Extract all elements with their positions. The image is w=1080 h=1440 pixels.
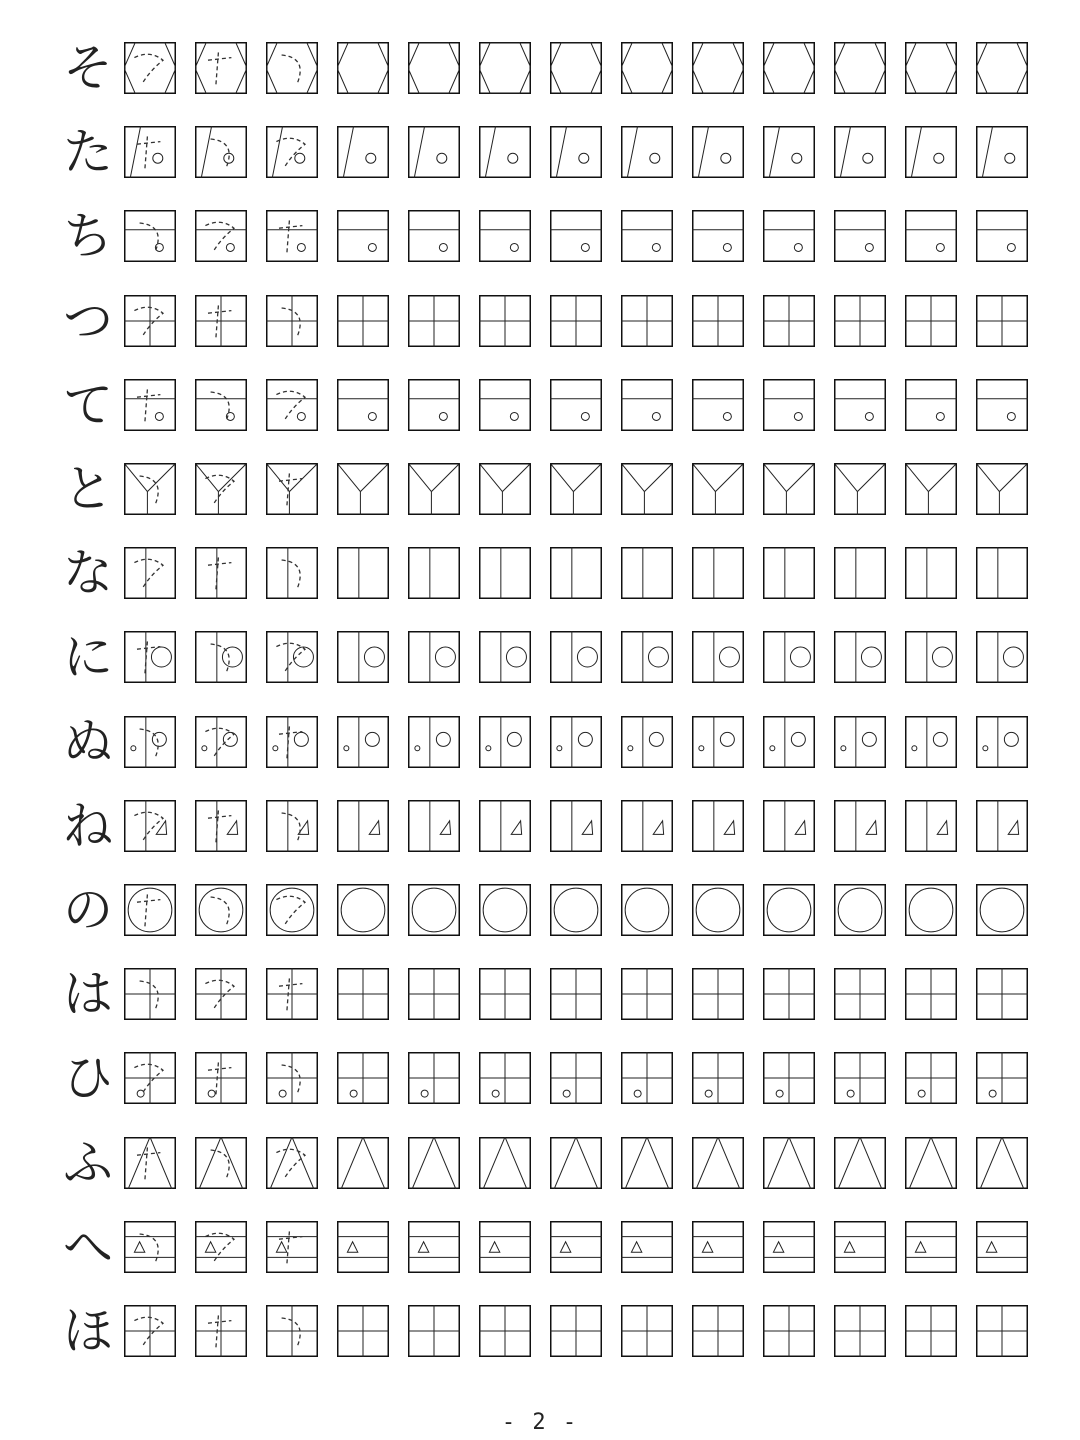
practice-row xyxy=(58,375,1038,435)
practice-box xyxy=(905,631,957,683)
practice-box xyxy=(976,716,1028,768)
trace-box xyxy=(266,631,318,683)
row-kana-label: と xyxy=(63,460,113,518)
practice-box xyxy=(479,126,531,178)
practice-box xyxy=(550,295,602,347)
practice-box xyxy=(692,884,744,936)
trace-box xyxy=(266,716,318,768)
practice-box xyxy=(337,210,389,262)
trace-box xyxy=(195,1305,247,1357)
practice-box xyxy=(621,295,673,347)
practice-box xyxy=(550,42,602,94)
practice-box xyxy=(408,800,460,852)
practice-box xyxy=(834,210,886,262)
trace-box xyxy=(124,800,176,852)
practice-box xyxy=(550,716,602,768)
practice-box xyxy=(479,379,531,431)
practice-box xyxy=(763,547,815,599)
practice-box xyxy=(621,631,673,683)
practice-box xyxy=(763,968,815,1020)
practice-box xyxy=(834,631,886,683)
trace-box xyxy=(124,295,176,347)
trace-box xyxy=(266,42,318,94)
practice-box xyxy=(905,1052,957,1104)
practice-box xyxy=(905,126,957,178)
practice-row xyxy=(58,39,1038,98)
trace-box xyxy=(124,1305,176,1357)
practice-box xyxy=(479,295,531,347)
practice-row xyxy=(58,796,1038,856)
practice-box xyxy=(834,884,886,936)
practice-box xyxy=(976,379,1028,431)
row-kana-label: た xyxy=(63,123,113,182)
trace-box xyxy=(124,1221,176,1273)
practice-box xyxy=(337,1137,389,1189)
practice-box xyxy=(905,884,957,936)
practice-box xyxy=(976,210,1028,262)
practice-box xyxy=(408,547,460,599)
practice-box xyxy=(550,463,602,515)
trace-box xyxy=(124,379,176,431)
practice-box xyxy=(692,295,744,347)
practice-box xyxy=(408,968,460,1020)
row-kana-label: ね xyxy=(63,796,113,855)
practice-box xyxy=(905,1137,957,1189)
practice-box xyxy=(976,1052,1028,1104)
practice-row xyxy=(58,881,1038,940)
trace-box xyxy=(195,295,247,347)
trace-box xyxy=(195,968,247,1020)
practice-box xyxy=(976,42,1028,94)
trace-box xyxy=(124,1052,176,1104)
trace-box xyxy=(195,210,247,262)
trace-box xyxy=(266,295,318,347)
practice-box xyxy=(763,800,815,852)
practice-box xyxy=(337,379,389,431)
practice-box xyxy=(621,1221,673,1273)
practice-box xyxy=(692,126,744,178)
practice-box xyxy=(834,800,886,852)
trace-box xyxy=(266,1221,318,1273)
practice-row xyxy=(58,207,1038,266)
practice-box xyxy=(905,379,957,431)
practice-box xyxy=(621,968,673,1020)
practice-box xyxy=(479,968,531,1020)
practice-box xyxy=(976,800,1028,852)
practice-box xyxy=(976,547,1028,599)
practice-box xyxy=(621,126,673,178)
trace-box xyxy=(266,379,318,431)
practice-box xyxy=(621,463,673,515)
practice-row xyxy=(58,1133,1038,1193)
practice-box xyxy=(337,42,389,94)
practice-box xyxy=(621,1305,673,1357)
practice-box xyxy=(692,1221,744,1273)
trace-box xyxy=(195,379,247,431)
practice-box xyxy=(763,379,815,431)
practice-box xyxy=(763,1221,815,1273)
trace-box xyxy=(195,631,247,683)
trace-box xyxy=(124,716,176,768)
trace-box xyxy=(266,884,318,936)
practice-box xyxy=(905,547,957,599)
practice-box xyxy=(976,1221,1028,1273)
practice-box xyxy=(692,547,744,599)
practice-box xyxy=(337,1052,389,1104)
practice-row xyxy=(58,1049,1038,1108)
practice-box xyxy=(550,1137,602,1189)
trace-box xyxy=(266,1052,318,1104)
practice-box xyxy=(479,631,531,683)
practice-box xyxy=(763,42,815,94)
practice-row xyxy=(58,628,1038,687)
practice-row xyxy=(58,291,1038,351)
row-kana-label: ひ xyxy=(63,1049,113,1108)
practice-box xyxy=(692,210,744,262)
practice-box xyxy=(550,631,602,683)
practice-box xyxy=(905,295,957,347)
practice-box xyxy=(905,968,957,1020)
practice-box xyxy=(692,1137,744,1189)
practice-box xyxy=(621,210,673,262)
practice-box xyxy=(408,379,460,431)
practice-box xyxy=(550,800,602,852)
practice-box xyxy=(976,884,1028,936)
trace-box xyxy=(266,547,318,599)
practice-box xyxy=(763,295,815,347)
practice-box xyxy=(692,800,744,852)
trace-box xyxy=(266,126,318,178)
practice-box xyxy=(763,884,815,936)
practice-box xyxy=(408,463,460,515)
row-kana-label: は xyxy=(63,965,113,1024)
row-kana-label: ぬ xyxy=(63,712,113,771)
practice-box xyxy=(621,884,673,936)
practice-box xyxy=(479,42,531,94)
practice-box xyxy=(905,463,957,515)
practice-box xyxy=(763,1052,815,1104)
row-kana-label: ほ xyxy=(63,1302,113,1360)
row-kana-label: そ xyxy=(63,39,113,97)
trace-box xyxy=(124,126,176,178)
trace-box xyxy=(266,1305,318,1357)
practice-box xyxy=(763,1305,815,1357)
practice-box xyxy=(621,1052,673,1104)
trace-box xyxy=(124,210,176,262)
practice-box xyxy=(976,1305,1028,1357)
practice-box xyxy=(479,884,531,936)
practice-box xyxy=(550,1305,602,1357)
practice-box xyxy=(408,884,460,936)
practice-box xyxy=(621,547,673,599)
practice-box xyxy=(834,968,886,1020)
practice-box xyxy=(692,1052,744,1104)
trace-box xyxy=(266,968,318,1020)
practice-box xyxy=(408,1052,460,1104)
practice-box xyxy=(976,295,1028,347)
trace-box xyxy=(266,463,318,515)
practice-box xyxy=(408,1221,460,1273)
practice-box xyxy=(621,800,673,852)
practice-box xyxy=(479,1052,531,1104)
practice-box xyxy=(408,1137,460,1189)
practice-box xyxy=(834,547,886,599)
row-kana-label: ふ xyxy=(63,1133,113,1192)
trace-box xyxy=(195,1221,247,1273)
row-kana-label: つ xyxy=(63,291,113,350)
trace-box xyxy=(124,884,176,936)
trace-box xyxy=(195,126,247,178)
practice-box xyxy=(550,126,602,178)
practice-box xyxy=(621,1137,673,1189)
practice-box xyxy=(337,800,389,852)
trace-box xyxy=(124,547,176,599)
practice-box xyxy=(834,295,886,347)
practice-box xyxy=(692,631,744,683)
practice-box xyxy=(408,42,460,94)
practice-box xyxy=(621,379,673,431)
practice-box xyxy=(976,1137,1028,1189)
practice-box xyxy=(692,379,744,431)
practice-box xyxy=(834,1221,886,1273)
practice-box xyxy=(337,968,389,1020)
practice-box xyxy=(479,716,531,768)
practice-box xyxy=(834,126,886,178)
practice-box xyxy=(337,295,389,347)
trace-box xyxy=(195,800,247,852)
practice-box xyxy=(763,210,815,262)
practice-box xyxy=(763,631,815,683)
practice-box xyxy=(550,379,602,431)
practice-box xyxy=(337,126,389,178)
trace-box xyxy=(195,547,247,599)
trace-box xyxy=(124,42,176,94)
practice-box xyxy=(692,716,744,768)
practice-box xyxy=(621,716,673,768)
practice-box xyxy=(337,463,389,515)
practice-box xyxy=(408,716,460,768)
practice-box xyxy=(905,42,957,94)
practice-box xyxy=(834,1305,886,1357)
practice-box xyxy=(692,463,744,515)
row-kana-label: に xyxy=(63,628,113,687)
practice-row xyxy=(58,460,1038,519)
practice-box xyxy=(337,884,389,936)
practice-box xyxy=(479,463,531,515)
practice-box xyxy=(834,1137,886,1189)
practice-box xyxy=(976,126,1028,178)
practice-box xyxy=(834,716,886,768)
practice-box xyxy=(550,968,602,1020)
practice-box xyxy=(763,1137,815,1189)
practice-box xyxy=(976,463,1028,515)
trace-box xyxy=(124,968,176,1020)
practice-row xyxy=(58,1302,1038,1361)
practice-box xyxy=(905,1221,957,1273)
practice-box xyxy=(479,1137,531,1189)
row-kana-label: な xyxy=(63,544,113,603)
practice-box xyxy=(550,210,602,262)
practice-box xyxy=(479,210,531,262)
trace-box xyxy=(124,1137,176,1189)
trace-box xyxy=(266,210,318,262)
practice-box xyxy=(408,1305,460,1357)
trace-box xyxy=(195,1052,247,1104)
practice-box xyxy=(763,126,815,178)
trace-box xyxy=(124,463,176,515)
page-number: - 2 - xyxy=(501,1410,579,1435)
practice-box xyxy=(479,547,531,599)
trace-box xyxy=(195,42,247,94)
practice-box xyxy=(550,1052,602,1104)
trace-box xyxy=(195,716,247,768)
practice-box xyxy=(337,631,389,683)
practice-box xyxy=(337,547,389,599)
practice-box xyxy=(550,547,602,599)
practice-box xyxy=(692,968,744,1020)
practice-box xyxy=(479,1221,531,1273)
practice-row xyxy=(58,965,1038,1024)
practice-box xyxy=(976,631,1028,683)
practice-box xyxy=(408,295,460,347)
trace-box xyxy=(195,1137,247,1189)
practice-box xyxy=(834,1052,886,1104)
practice-box xyxy=(692,1305,744,1357)
practice-box xyxy=(834,42,886,94)
practice-box xyxy=(479,800,531,852)
row-kana-label: て xyxy=(63,375,113,434)
practice-box xyxy=(621,42,673,94)
trace-box xyxy=(195,463,247,515)
practice-box xyxy=(763,716,815,768)
practice-row xyxy=(58,544,1038,603)
trace-box xyxy=(195,884,247,936)
row-kana-label: の xyxy=(63,881,113,939)
practice-row xyxy=(58,123,1038,182)
practice-box xyxy=(763,463,815,515)
practice-box xyxy=(976,968,1028,1020)
trace-box xyxy=(266,1137,318,1189)
practice-box xyxy=(905,800,957,852)
trace-box xyxy=(266,800,318,852)
practice-box xyxy=(479,1305,531,1357)
practice-box xyxy=(408,126,460,178)
trace-box xyxy=(124,631,176,683)
practice-box xyxy=(905,1305,957,1357)
practice-box xyxy=(905,210,957,262)
practice-box xyxy=(834,463,886,515)
practice-box xyxy=(408,210,460,262)
practice-box xyxy=(337,1305,389,1357)
practice-box xyxy=(692,42,744,94)
practice-box xyxy=(834,379,886,431)
practice-row xyxy=(58,1217,1038,1277)
practice-box xyxy=(408,631,460,683)
practice-box xyxy=(905,716,957,768)
practice-box xyxy=(337,1221,389,1273)
practice-box xyxy=(550,1221,602,1273)
row-kana-label: ち xyxy=(63,207,113,266)
practice-box xyxy=(550,884,602,936)
practice-box xyxy=(337,716,389,768)
row-kana-label: へ xyxy=(63,1217,113,1276)
practice-row xyxy=(58,712,1038,772)
